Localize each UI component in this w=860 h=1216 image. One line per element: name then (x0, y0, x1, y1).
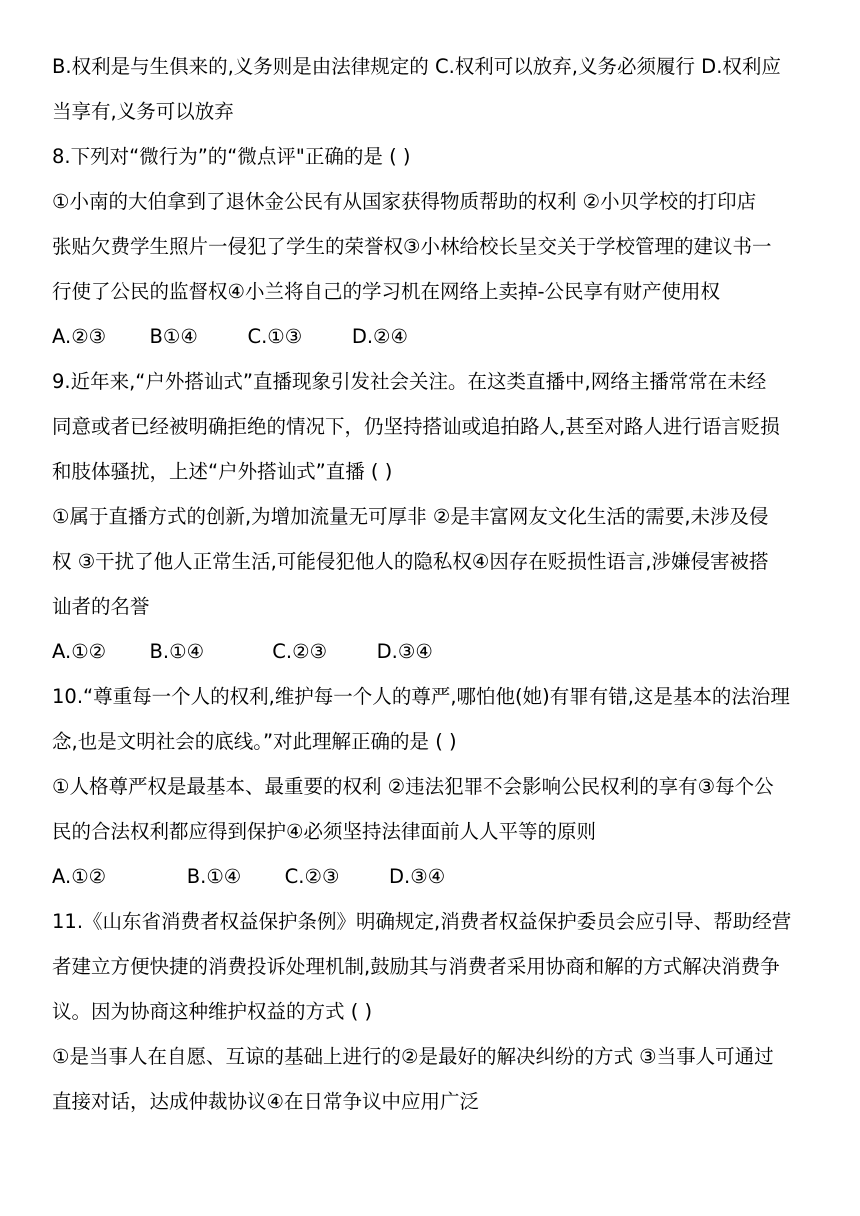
q10-stem-line: 10.“尊重每一个人的权利,维护每一个人的尊严,哪怕他(她)有罪有错,这是基本的法治理 (52, 685, 790, 708)
q9-choices: A.①② B.①④ C.②③ D.③④ (52, 640, 433, 663)
q10-statement-line: 民的合法权利都应得到保护④必须坚持法律面前人人平等的原则 (52, 820, 596, 843)
question-8 (52, 134, 812, 359)
question-10 (52, 674, 812, 899)
q9-statement-line: 权 ③干扰了他人正常生活,可能侵犯他人的隐私权④因存在贬损性语言,涉嫌侵害被搭 (52, 550, 769, 573)
document-page (52, 44, 812, 1124)
question-7-tail (52, 44, 812, 134)
q11-stem-line: 11.《山东省消费者权益保护条例》明确规定,消费者权益保护委员会应引导、帮助经营 (52, 910, 792, 933)
question-11 (52, 899, 812, 1124)
q10-statement-line: ①人格尊严权是最基本、最重要的权利 ②违法犯罪不会影响公民权利的享有③每个公 (52, 775, 774, 798)
q8-statement-line: ①小南的大伯拿到了退休金公民有从国家获得物质帮助的权利 ②小贝学校的打印店 (52, 190, 757, 213)
q8-statement-line: 行使了公民的监督权④小兰将自己的学习机在网络上卖掉-公民享有财产使用权 (52, 280, 721, 303)
q11-stem-line: 议。因为协商这种维护权益的方式 ( ) (52, 1000, 373, 1023)
q9-stem-line: 9.近年来,“户外搭讪式”直播现象引发社会关注。在这类直播中,网络主播常常在未经 (52, 370, 767, 393)
q7-options-line-1: B.权利是与生俱来的,义务则是由法律规定的 C.权利可以放弃,义务必须履行 D.权利应 (52, 55, 781, 78)
q10-stem-line: 念,也是文明社会的底线。”对此理解正确的是 ( ) (52, 730, 457, 753)
q11-statement-line: 直接对话，达成仲裁协议④在日常争议中应用广泛 (52, 1090, 479, 1113)
q10-choices: A.①② B.①④ C.②③ D.③④ (52, 865, 446, 888)
q11-stem-line: 者建立方便快捷的消费投诉处理机制,鼓励其与消费者采用协商和解的方式解决消费争 (52, 955, 780, 978)
q9-stem-line: 和肢体骚扰，上述“户外搭讪式”直播 ( ) (52, 460, 393, 483)
q8-statement-line: 张贴欠费学生照片一侵犯了学生的荣誉权③小林给校长呈交关于学校管理的建议书一 (52, 235, 772, 258)
q9-statement-line: ①属于直播方式的创新,为增加流量无可厚非 ②是丰富网友文化生活的需要,未涉及侵 (52, 505, 769, 528)
q9-stem-line: 同意或者已经被明确拒绝的情况下，仍坚持搭讪或追拍路人,甚至对路人进行语言贬损 (52, 415, 780, 438)
q9-statement-line: 讪者的名誉 (52, 595, 150, 618)
q8-choices: A.②③ B①④ C.①③ D.②④ (52, 325, 409, 348)
q8-stem: 8.下列对“微行为”的“微点评"正确的是 ( ) (52, 145, 411, 168)
q7-options-line-2: 当享有,义务可以放弃 (52, 100, 234, 123)
question-9 (52, 359, 812, 674)
q11-statement-line: ①是当事人在自愿、互谅的基础上进行的②是最好的解决纠纷的方式 ③当事人可通过 (52, 1045, 774, 1068)
